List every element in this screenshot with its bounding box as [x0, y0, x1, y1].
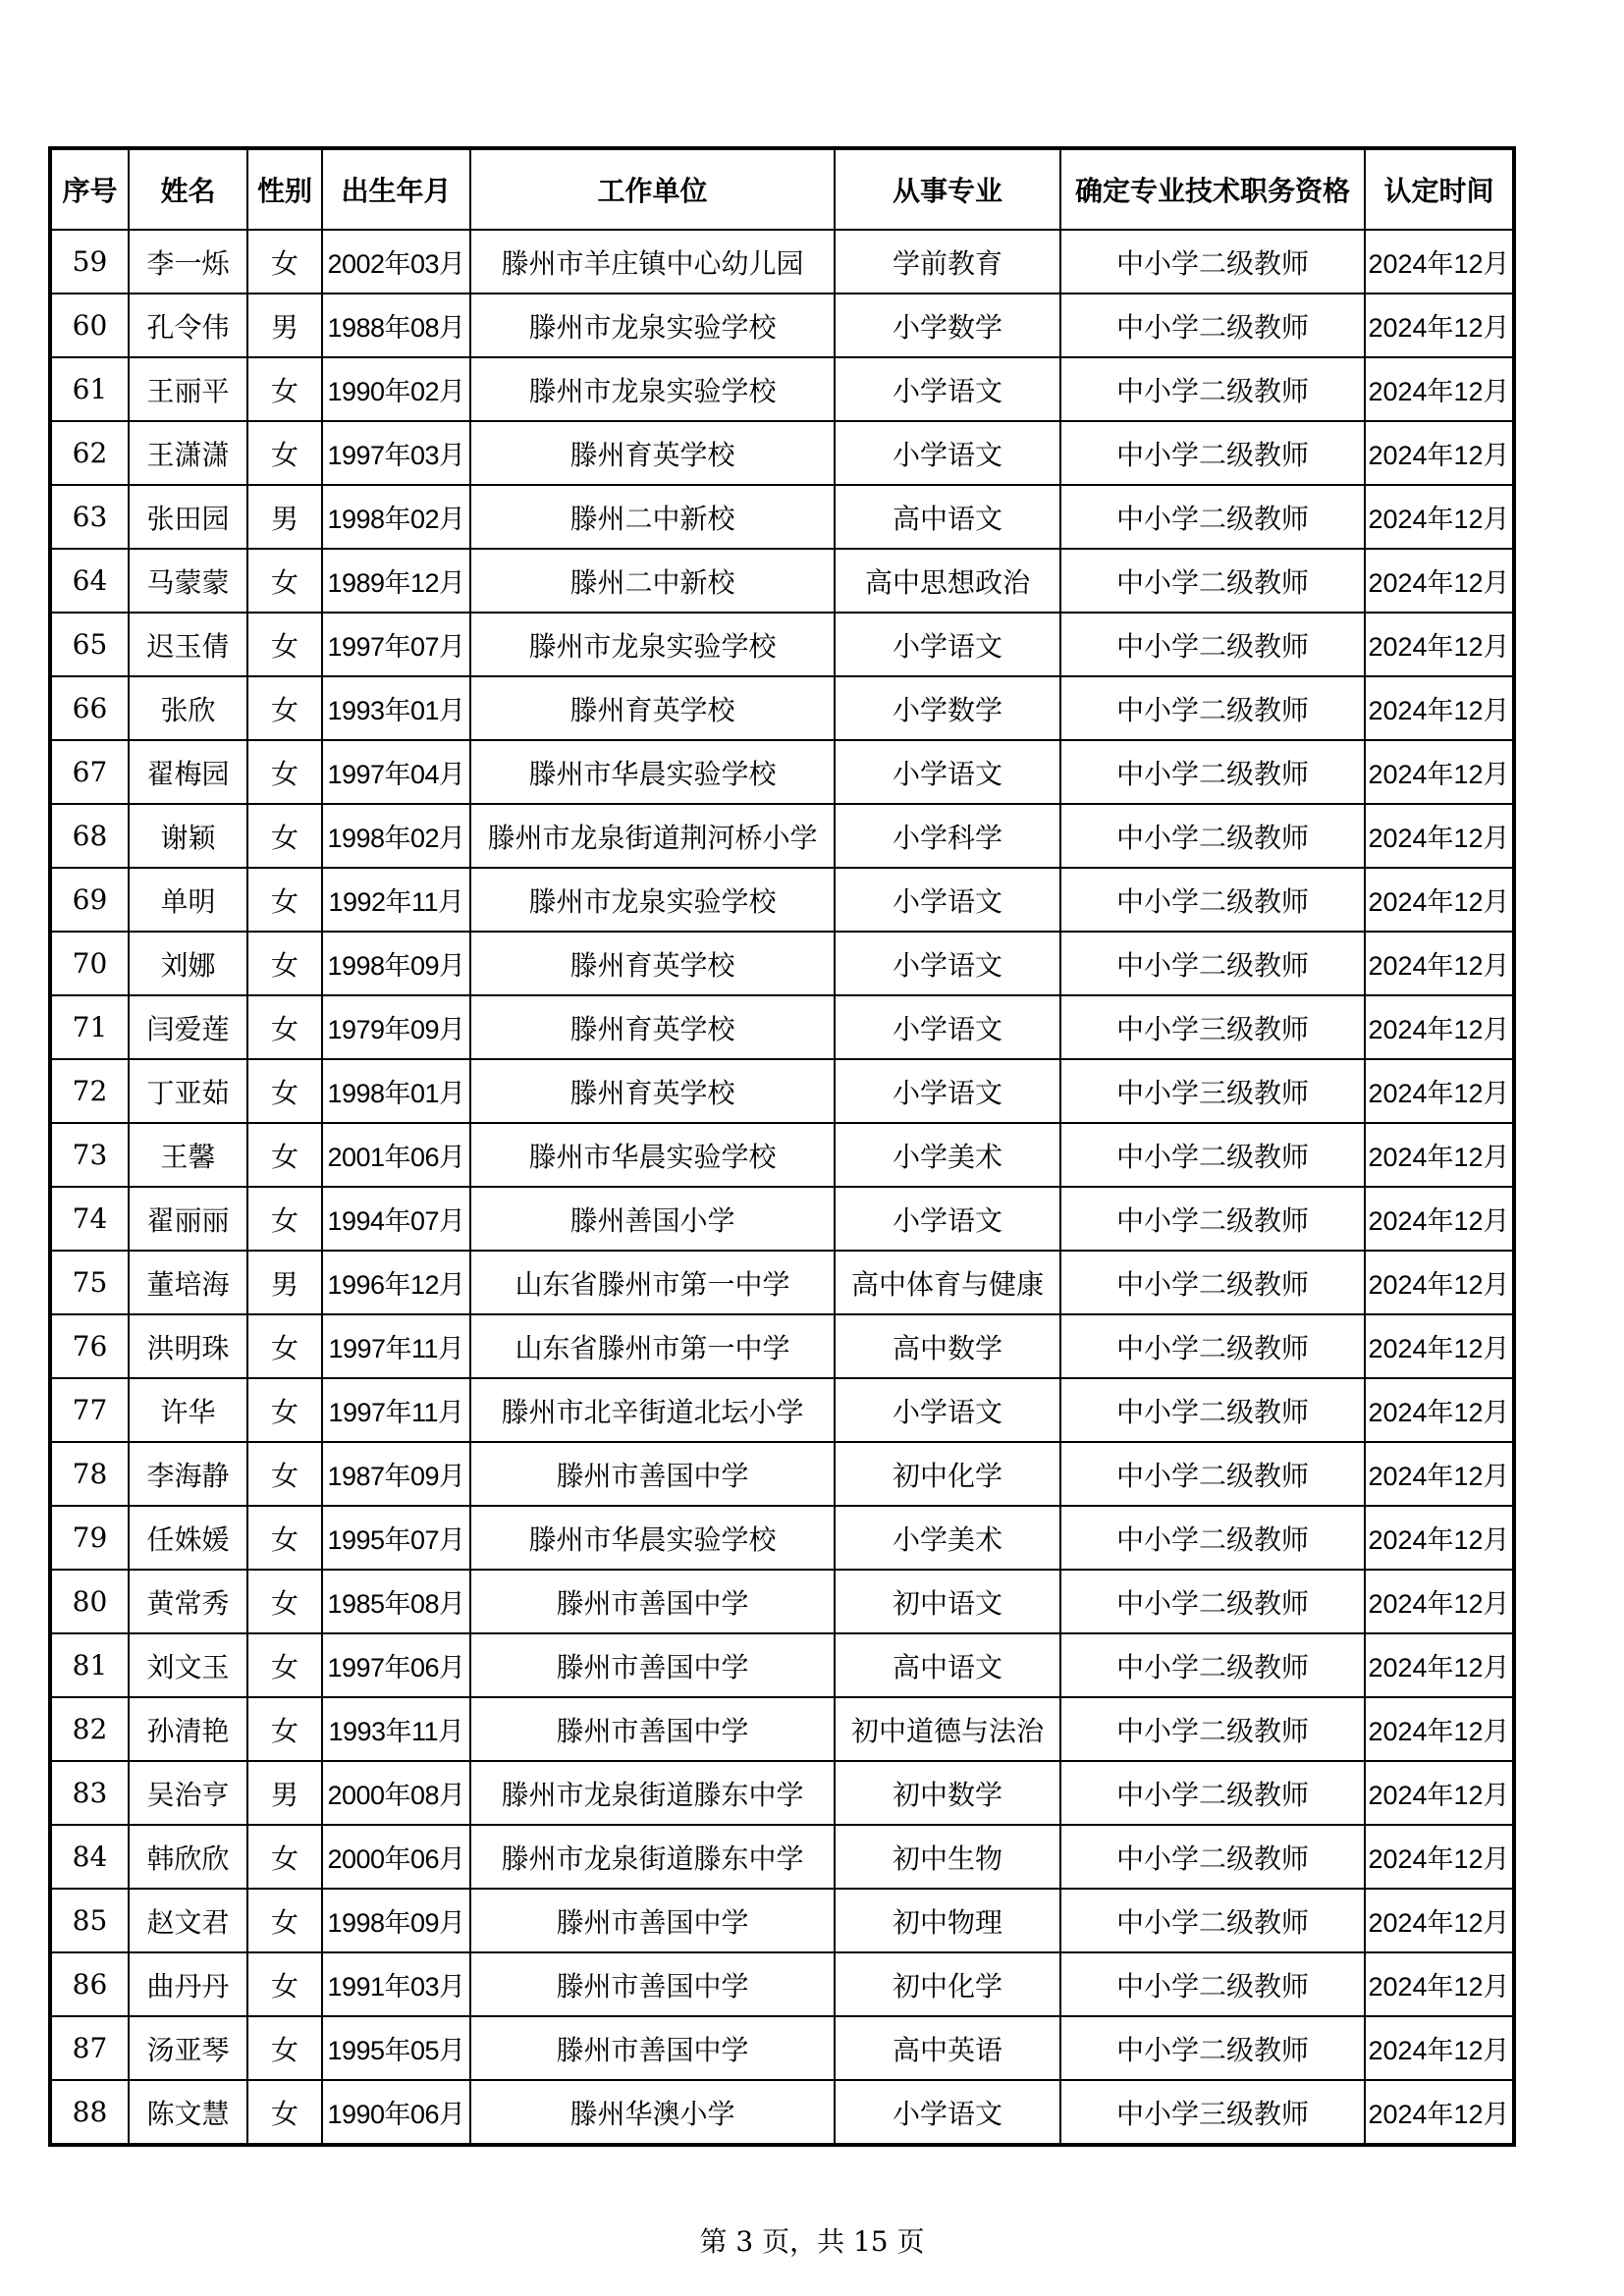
- teacher-qualification-table: [48, 146, 1516, 2147]
- column-header-date: 认定时间: [1365, 148, 1514, 230]
- table-row: [50, 294, 1514, 357]
- cell-specialty: 小学语文: [835, 995, 1060, 1059]
- cell-index: 76: [50, 1314, 129, 1378]
- cell-index: 70: [50, 932, 129, 995]
- cell-name: 韩欣欣: [129, 1825, 247, 1889]
- cell-index: 88: [50, 2080, 129, 2145]
- table-row: [50, 1378, 1514, 1442]
- cell-specialty: 小学语文: [835, 932, 1060, 995]
- cell-employer: 滕州市龙泉实验学校: [470, 294, 835, 357]
- cell-name: 李一烁: [129, 230, 247, 294]
- cell-index: 75: [50, 1251, 129, 1314]
- cell-qualification: 中小学二级教师: [1060, 1697, 1365, 1761]
- cell-date: 2024年12月: [1365, 1251, 1514, 1314]
- cell-birth: 1993年11月: [322, 1697, 470, 1761]
- table-row: [50, 1889, 1514, 1952]
- cell-date: 2024年12月: [1365, 740, 1514, 804]
- cell-date: 2024年12月: [1365, 230, 1514, 294]
- cell-gender: 女: [247, 676, 322, 740]
- cell-gender: 女: [247, 613, 322, 676]
- cell-birth: 1996年12月: [322, 1251, 470, 1314]
- cell-gender: 女: [247, 1123, 322, 1187]
- cell-employer: 山东省滕州市第一中学: [470, 1251, 835, 1314]
- column-header-birth: 出生年月: [322, 148, 470, 230]
- cell-gender: 女: [247, 1952, 322, 2016]
- cell-specialty: 高中数学: [835, 1314, 1060, 1378]
- cell-birth: 2000年08月: [322, 1761, 470, 1825]
- table-row: [50, 1314, 1514, 1378]
- cell-employer: 滕州市善国中学: [470, 1570, 835, 1633]
- table-body: [50, 230, 1514, 2145]
- cell-specialty: 小学语文: [835, 613, 1060, 676]
- cell-employer: 滕州育英学校: [470, 995, 835, 1059]
- table-row: [50, 868, 1514, 932]
- cell-qualification: 中小学二级教师: [1060, 357, 1365, 421]
- column-header-name: 姓名: [129, 148, 247, 230]
- cell-qualification: 中小学三级教师: [1060, 1059, 1365, 1123]
- cell-employer: 滕州育英学校: [470, 676, 835, 740]
- cell-employer: 滕州市善国中学: [470, 1952, 835, 2016]
- cell-date: 2024年12月: [1365, 357, 1514, 421]
- cell-date: 2024年12月: [1365, 868, 1514, 932]
- cell-index: 62: [50, 421, 129, 485]
- cell-specialty: 初中化学: [835, 1952, 1060, 2016]
- cell-specialty: 小学美术: [835, 1506, 1060, 1570]
- cell-specialty: 小学数学: [835, 676, 1060, 740]
- table-row: [50, 230, 1514, 294]
- cell-name: 陈文慧: [129, 2080, 247, 2145]
- cell-employer: 滕州市善国中学: [470, 1697, 835, 1761]
- table-row: [50, 357, 1514, 421]
- table-row: [50, 485, 1514, 549]
- table-row: [50, 740, 1514, 804]
- cell-birth: 1988年08月: [322, 294, 470, 357]
- table-row: [50, 2080, 1514, 2145]
- cell-qualification: 中小学二级教师: [1060, 613, 1365, 676]
- cell-birth: 1979年09月: [322, 995, 470, 1059]
- cell-gender: 女: [247, 1889, 322, 1952]
- table-row: [50, 1570, 1514, 1633]
- table-row: [50, 995, 1514, 1059]
- cell-specialty: 高中英语: [835, 2016, 1060, 2080]
- table-row: [50, 804, 1514, 868]
- cell-employer: 滕州市善国中学: [470, 2016, 835, 2080]
- table-row: [50, 1251, 1514, 1314]
- cell-index: 82: [50, 1697, 129, 1761]
- cell-employer: 山东省滕州市第一中学: [470, 1314, 835, 1378]
- cell-employer: 滕州育英学校: [470, 932, 835, 995]
- cell-specialty: 小学语文: [835, 1378, 1060, 1442]
- cell-name: 董培海: [129, 1251, 247, 1314]
- table-row: [50, 2016, 1514, 2080]
- cell-gender: 女: [247, 1314, 322, 1378]
- cell-index: 79: [50, 1506, 129, 1570]
- column-header-qualification: 确定专业技术职务资格: [1060, 148, 1365, 230]
- cell-date: 2024年12月: [1365, 2080, 1514, 2145]
- table-row: [50, 1059, 1514, 1123]
- cell-name: 任姝媛: [129, 1506, 247, 1570]
- cell-employer: 滕州市龙泉街道荆河桥小学: [470, 804, 835, 868]
- cell-index: 84: [50, 1825, 129, 1889]
- cell-name: 张欣: [129, 676, 247, 740]
- cell-date: 2024年12月: [1365, 1633, 1514, 1697]
- cell-qualification: 中小学二级教师: [1060, 1506, 1365, 1570]
- cell-index: 61: [50, 357, 129, 421]
- cell-specialty: 小学美术: [835, 1123, 1060, 1187]
- cell-birth: 1990年06月: [322, 2080, 470, 2145]
- cell-index: 67: [50, 740, 129, 804]
- cell-qualification: 中小学二级教师: [1060, 1889, 1365, 1952]
- cell-date: 2024年12月: [1365, 1314, 1514, 1378]
- cell-employer: 滕州市羊庄镇中心幼儿园: [470, 230, 835, 294]
- cell-name: 闫爱莲: [129, 995, 247, 1059]
- cell-gender: 女: [247, 1378, 322, 1442]
- cell-gender: 女: [247, 549, 322, 613]
- cell-qualification: 中小学二级教师: [1060, 1187, 1365, 1251]
- cell-birth: 1997年11月: [322, 1314, 470, 1378]
- cell-gender: 女: [247, 1442, 322, 1506]
- cell-qualification: 中小学三级教师: [1060, 995, 1365, 1059]
- cell-date: 2024年12月: [1365, 1059, 1514, 1123]
- cell-index: 77: [50, 1378, 129, 1442]
- cell-employer: 滕州市华晨实验学校: [470, 1123, 835, 1187]
- cell-qualification: 中小学二级教师: [1060, 1761, 1365, 1825]
- cell-specialty: 高中体育与健康: [835, 1251, 1060, 1314]
- cell-gender: 女: [247, 1506, 322, 1570]
- cell-qualification: 中小学二级教师: [1060, 1378, 1365, 1442]
- cell-index: 66: [50, 676, 129, 740]
- cell-date: 2024年12月: [1365, 1697, 1514, 1761]
- cell-employer: 滕州市善国中学: [470, 1889, 835, 1952]
- cell-gender: 女: [247, 230, 322, 294]
- cell-index: 63: [50, 485, 129, 549]
- cell-gender: 女: [247, 421, 322, 485]
- cell-specialty: 小学语文: [835, 740, 1060, 804]
- cell-name: 孔令伟: [129, 294, 247, 357]
- table-row: [50, 932, 1514, 995]
- cell-specialty: 小学语文: [835, 1187, 1060, 1251]
- column-header-gender: 性别: [247, 148, 322, 230]
- cell-index: 59: [50, 230, 129, 294]
- cell-employer: 滕州二中新校: [470, 549, 835, 613]
- cell-name: 吴治亨: [129, 1761, 247, 1825]
- table-header-row: [50, 148, 1514, 230]
- cell-date: 2024年12月: [1365, 995, 1514, 1059]
- cell-gender: 女: [247, 740, 322, 804]
- cell-employer: 滕州市龙泉实验学校: [470, 613, 835, 676]
- cell-specialty: 高中思想政治: [835, 549, 1060, 613]
- table-row: [50, 1123, 1514, 1187]
- cell-name: 黄常秀: [129, 1570, 247, 1633]
- cell-qualification: 中小学二级教师: [1060, 868, 1365, 932]
- cell-qualification: 中小学二级教师: [1060, 804, 1365, 868]
- cell-qualification: 中小学二级教师: [1060, 1952, 1365, 2016]
- cell-gender: 女: [247, 1697, 322, 1761]
- cell-name: 刘娜: [129, 932, 247, 995]
- cell-birth: 1993年01月: [322, 676, 470, 740]
- cell-date: 2024年12月: [1365, 485, 1514, 549]
- cell-gender: 男: [247, 485, 322, 549]
- column-header-specialty: 从事专业: [835, 148, 1060, 230]
- cell-employer: 滕州华澳小学: [470, 2080, 835, 2145]
- cell-qualification: 中小学二级教师: [1060, 1825, 1365, 1889]
- cell-index: 68: [50, 804, 129, 868]
- cell-birth: 1998年09月: [322, 1889, 470, 1952]
- cell-specialty: 小学科学: [835, 804, 1060, 868]
- cell-birth: 1998年02月: [322, 804, 470, 868]
- cell-index: 65: [50, 613, 129, 676]
- cell-employer: 滕州市善国中学: [470, 1633, 835, 1697]
- cell-employer: 滕州二中新校: [470, 485, 835, 549]
- cell-gender: 女: [247, 804, 322, 868]
- cell-gender: 男: [247, 1761, 322, 1825]
- cell-name: 王馨: [129, 1123, 247, 1187]
- cell-birth: 1995年05月: [322, 2016, 470, 2080]
- cell-specialty: 小学语文: [835, 1059, 1060, 1123]
- cell-specialty: 小学语文: [835, 357, 1060, 421]
- cell-employer: 滕州市北辛街道北坛小学: [470, 1378, 835, 1442]
- cell-date: 2024年12月: [1365, 294, 1514, 357]
- cell-specialty: 初中道德与法治: [835, 1697, 1060, 1761]
- cell-name: 翟丽丽: [129, 1187, 247, 1251]
- cell-date: 2024年12月: [1365, 2016, 1514, 2080]
- table-row: [50, 613, 1514, 676]
- cell-birth: 1991年03月: [322, 1952, 470, 2016]
- cell-specialty: 初中生物: [835, 1825, 1060, 1889]
- cell-name: 许华: [129, 1378, 247, 1442]
- cell-specialty: 学前教育: [835, 230, 1060, 294]
- cell-index: 64: [50, 549, 129, 613]
- cell-qualification: 中小学二级教师: [1060, 549, 1365, 613]
- cell-specialty: 初中化学: [835, 1442, 1060, 1506]
- table-row: [50, 1187, 1514, 1251]
- table-row: [50, 1442, 1514, 1506]
- cell-name: 张田园: [129, 485, 247, 549]
- cell-index: 74: [50, 1187, 129, 1251]
- cell-birth: 1998年01月: [322, 1059, 470, 1123]
- cell-specialty: 小学语文: [835, 868, 1060, 932]
- cell-name: 刘文玉: [129, 1633, 247, 1697]
- cell-birth: 1997年06月: [322, 1633, 470, 1697]
- table-row: [50, 1506, 1514, 1570]
- cell-specialty: 小学语文: [835, 2080, 1060, 2145]
- cell-gender: 女: [247, 1187, 322, 1251]
- cell-birth: 2002年03月: [322, 230, 470, 294]
- cell-name: 单明: [129, 868, 247, 932]
- cell-birth: 1994年07月: [322, 1187, 470, 1251]
- cell-gender: 女: [247, 932, 322, 995]
- cell-gender: 男: [247, 1251, 322, 1314]
- cell-birth: 1997年03月: [322, 421, 470, 485]
- cell-birth: 1989年12月: [322, 549, 470, 613]
- cell-employer: 滕州善国小学: [470, 1187, 835, 1251]
- cell-employer: 滕州市龙泉街道滕东中学: [470, 1761, 835, 1825]
- cell-date: 2024年12月: [1365, 1378, 1514, 1442]
- cell-date: 2024年12月: [1365, 1825, 1514, 1889]
- cell-birth: 1997年07月: [322, 613, 470, 676]
- cell-name: 翟梅园: [129, 740, 247, 804]
- cell-employer: 滕州市龙泉街道滕东中学: [470, 1825, 835, 1889]
- cell-index: 83: [50, 1761, 129, 1825]
- table-row: [50, 1825, 1514, 1889]
- table-row: [50, 1952, 1514, 2016]
- cell-date: 2024年12月: [1365, 1506, 1514, 1570]
- cell-name: 马蒙蒙: [129, 549, 247, 613]
- table-row: [50, 1761, 1514, 1825]
- cell-birth: 1998年09月: [322, 932, 470, 995]
- cell-specialty: 小学数学: [835, 294, 1060, 357]
- cell-index: 80: [50, 1570, 129, 1633]
- cell-qualification: 中小学二级教师: [1060, 1123, 1365, 1187]
- cell-specialty: 高中语文: [835, 485, 1060, 549]
- cell-date: 2024年12月: [1365, 421, 1514, 485]
- cell-qualification: 中小学二级教师: [1060, 932, 1365, 995]
- cell-gender: 女: [247, 868, 322, 932]
- cell-index: 81: [50, 1633, 129, 1697]
- cell-specialty: 初中物理: [835, 1889, 1060, 1952]
- cell-name: 赵文君: [129, 1889, 247, 1952]
- cell-index: 72: [50, 1059, 129, 1123]
- cell-index: 78: [50, 1442, 129, 1506]
- cell-index: 73: [50, 1123, 129, 1187]
- cell-specialty: 初中语文: [835, 1570, 1060, 1633]
- cell-qualification: 中小学二级教师: [1060, 294, 1365, 357]
- cell-index: 85: [50, 1889, 129, 1952]
- cell-date: 2024年12月: [1365, 804, 1514, 868]
- cell-name: 洪明珠: [129, 1314, 247, 1378]
- cell-employer: 滕州育英学校: [470, 421, 835, 485]
- cell-employer: 滕州市龙泉实验学校: [470, 868, 835, 932]
- cell-qualification: 中小学二级教师: [1060, 740, 1365, 804]
- cell-date: 2024年12月: [1365, 1187, 1514, 1251]
- cell-gender: 女: [247, 2080, 322, 2145]
- cell-qualification: 中小学二级教师: [1060, 1633, 1365, 1697]
- cell-qualification: 中小学二级教师: [1060, 2016, 1365, 2080]
- cell-birth: 2000年06月: [322, 1825, 470, 1889]
- cell-name: 李海静: [129, 1442, 247, 1506]
- cell-specialty: 小学语文: [835, 421, 1060, 485]
- cell-name: 汤亚琴: [129, 2016, 247, 2080]
- cell-specialty: 高中语文: [835, 1633, 1060, 1697]
- cell-date: 2024年12月: [1365, 1570, 1514, 1633]
- cell-name: 丁亚茹: [129, 1059, 247, 1123]
- cell-birth: 1998年02月: [322, 485, 470, 549]
- cell-index: 86: [50, 1952, 129, 2016]
- cell-index: 87: [50, 2016, 129, 2080]
- cell-name: 王丽平: [129, 357, 247, 421]
- cell-qualification: 中小学二级教师: [1060, 1251, 1365, 1314]
- cell-date: 2024年12月: [1365, 613, 1514, 676]
- cell-gender: 女: [247, 1633, 322, 1697]
- table-row: [50, 1697, 1514, 1761]
- cell-qualification: 中小学二级教师: [1060, 230, 1365, 294]
- cell-birth: 1997年04月: [322, 740, 470, 804]
- cell-birth: 1997年11月: [322, 1378, 470, 1442]
- cell-qualification: 中小学二级教师: [1060, 421, 1365, 485]
- cell-name: 谢颖: [129, 804, 247, 868]
- column-header-index: 序号: [50, 148, 129, 230]
- cell-date: 2024年12月: [1365, 1442, 1514, 1506]
- cell-date: 2024年12月: [1365, 676, 1514, 740]
- cell-gender: 女: [247, 1825, 322, 1889]
- cell-date: 2024年12月: [1365, 932, 1514, 995]
- cell-qualification: 中小学三级教师: [1060, 2080, 1365, 2145]
- cell-employer: 滕州市华晨实验学校: [470, 1506, 835, 1570]
- cell-qualification: 中小学二级教师: [1060, 1442, 1365, 1506]
- cell-name: 曲丹丹: [129, 1952, 247, 2016]
- cell-gender: 女: [247, 1059, 322, 1123]
- cell-qualification: 中小学二级教师: [1060, 676, 1365, 740]
- table-row: [50, 1633, 1514, 1697]
- cell-date: 2024年12月: [1365, 1952, 1514, 2016]
- cell-qualification: 中小学二级教师: [1060, 1570, 1365, 1633]
- cell-index: 69: [50, 868, 129, 932]
- cell-birth: 1995年07月: [322, 1506, 470, 1570]
- cell-gender: 女: [247, 995, 322, 1059]
- cell-date: 2024年12月: [1365, 549, 1514, 613]
- cell-employer: 滕州市龙泉实验学校: [470, 357, 835, 421]
- page-footer: 第 3 页，共 15 页: [699, 2225, 925, 2258]
- cell-name: 王潇潇: [129, 421, 247, 485]
- cell-employer: 滕州育英学校: [470, 1059, 835, 1123]
- cell-name: 孙清艳: [129, 1697, 247, 1761]
- cell-date: 2024年12月: [1365, 1761, 1514, 1825]
- cell-qualification: 中小学二级教师: [1060, 485, 1365, 549]
- cell-qualification: 中小学二级教师: [1060, 1314, 1365, 1378]
- cell-gender: 女: [247, 357, 322, 421]
- cell-birth: 1992年11月: [322, 868, 470, 932]
- cell-specialty: 初中数学: [835, 1761, 1060, 1825]
- cell-employer: 滕州市善国中学: [470, 1442, 835, 1506]
- cell-gender: 女: [247, 2016, 322, 2080]
- cell-birth: 1987年09月: [322, 1442, 470, 1506]
- cell-gender: 女: [247, 1570, 322, 1633]
- cell-birth: 2001年06月: [322, 1123, 470, 1187]
- table-row: [50, 549, 1514, 613]
- column-header-employer: 工作单位: [470, 148, 835, 230]
- cell-birth: 1990年02月: [322, 357, 470, 421]
- table-row: [50, 421, 1514, 485]
- cell-index: 60: [50, 294, 129, 357]
- cell-birth: 1985年08月: [322, 1570, 470, 1633]
- cell-employer: 滕州市华晨实验学校: [470, 740, 835, 804]
- cell-name: 迟玉倩: [129, 613, 247, 676]
- cell-date: 2024年12月: [1365, 1889, 1514, 1952]
- cell-index: 71: [50, 995, 129, 1059]
- table-row: [50, 676, 1514, 740]
- cell-date: 2024年12月: [1365, 1123, 1514, 1187]
- cell-gender: 男: [247, 294, 322, 357]
